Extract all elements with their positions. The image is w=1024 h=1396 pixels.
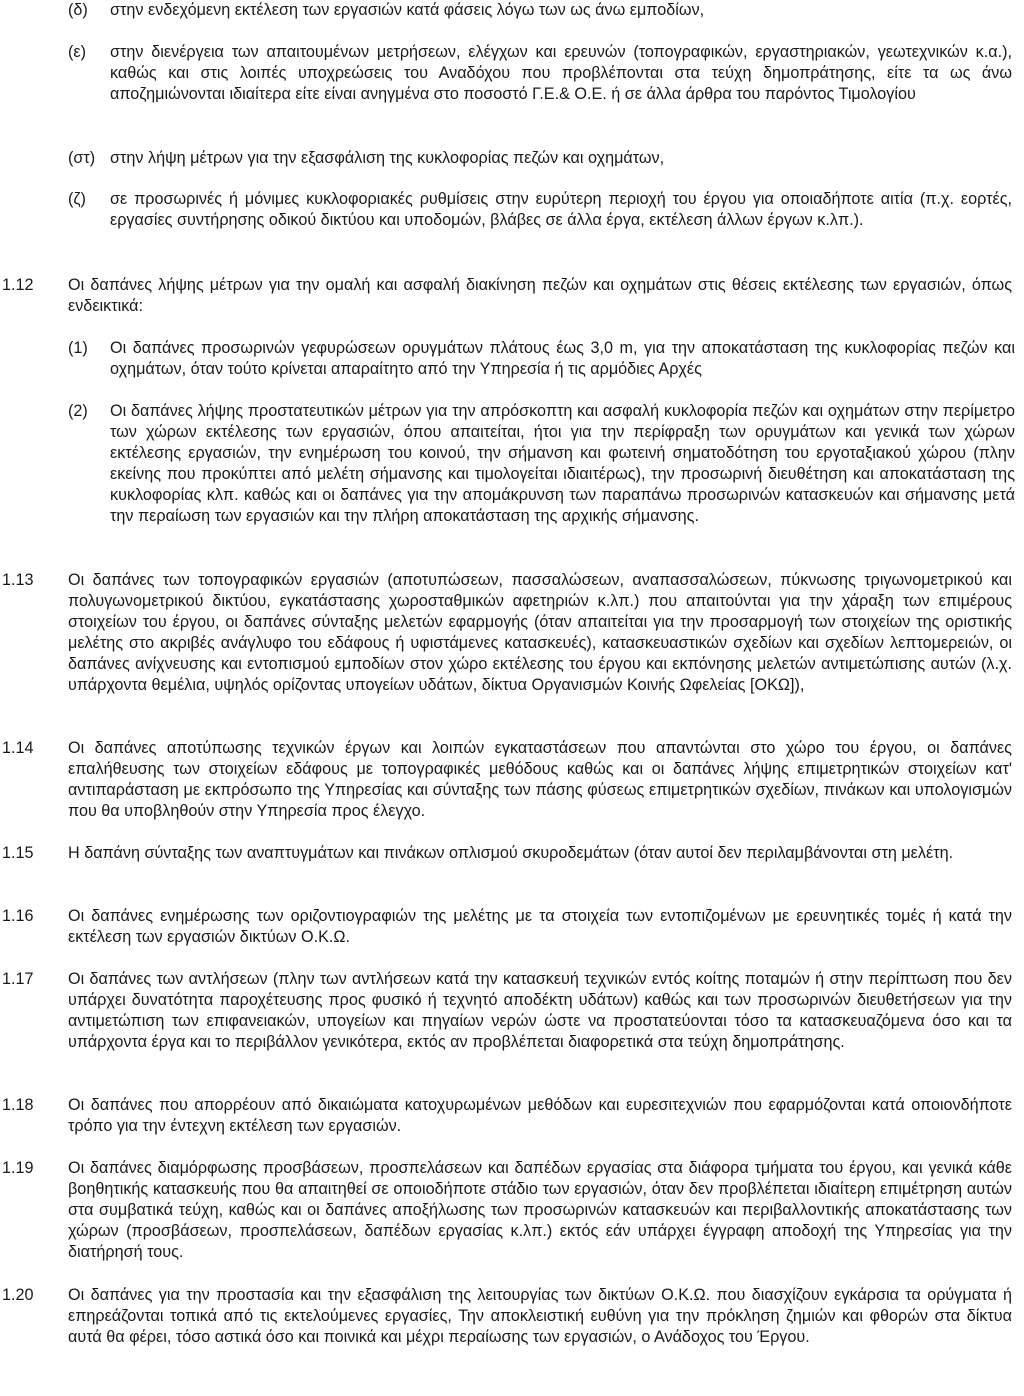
item-text: σε προσωρινές ή μόνιμες κυκλοφοριακές ρυθμίσεις στην ευρύτερη περιοχή του έργου για οποιαδήποτε αιτία (π.χ. εορτές, εργασίες συντήρησης οδικού δικτύου και υποδομών, βλάβες σε άλλα έργα, εκτέλεση άλλων έργων κ.λπ.). <box>110 190 1012 229</box>
section-number: 1.20 <box>2 1286 34 1304</box>
section-text: Οι δαπάνες αποτύπωσης τεχνικών έργων και λοιπών εγκαταστάσεων που απαντώνται στο χώρο του έργου, οι δαπάνες επαλήθευσης των στοιχείων εδάφους με τοπογραφικές μεθόδους καθώς και οι δαπάνες λήψης επιμετρητικών στοιχείων κατ' αντιπαράσταση με εκπρόσωπο της Υπηρεσίας και σύνταξης των πάσης φύσεως επιμετρητικών σχεδίων, πινάκων και υπολογισμών που θα υποβληθούν στην Υπηρεσία προς έλεγχο. <box>68 739 1012 820</box>
section-text: Οι δαπάνες για την προστασία και την εξασφάλιση της λειτουργίας των δικτύων Ο.Κ.Ω. που διασχίζουν εγκάρσια τα ορύγματα ή επηρεάζονται τοπικά από τις εκτελούμενες εργασίες, Την αποκλειστική ευθύνη για την πρόκληση ζημιών και φθορών στα δίκτυα αυτά θα φέρει, τόσο αστικά όσο και ποινικά και μέχρι περαίωσης των εργασιών, ο Ανάδοχος του Έργου. <box>68 1286 1012 1346</box>
section-text: Οι δαπάνες λήψης μέτρων για την ομαλή και ασφαλή διακίνηση πεζών και οχημάτων στις θέσεις εκτέλεσης των εργασιών, όπως ενδεικτικά: <box>68 276 1012 315</box>
item-text: στην ενδεχόμενη εκτέλεση των εργασιών κατά φάσεις λόγω των ως άνω εμποδίων, <box>110 1 705 19</box>
section-number: 1.18 <box>2 1096 34 1114</box>
section-number: 1.16 <box>2 907 34 925</box>
item-label: (δ) <box>68 1 88 19</box>
item-text: Οι δαπάνες λήψης προστατευτικών μέτρων για την απρόσκοπτη και ασφαλή κυκλοφορία πεζών και οχημάτων στην περίμετρο των χώρων εκτέλεσης των εργασιών, όπου απαιτείται, ήτοι για την περίφραξη των ορυγμάτων και γενικά των χώρων εκτέλεσης εργασιών, την ενημέρωση του κοινού, την σήμανση και φωτεινή σηματοδότηση του εργοταξιακού χώρου (πλην εκείνης που προκύπτει από μελέτη σήμανσης και τιμολογείται ιδιαιτέρως), την προσωρινή διευθέτηση και αποκατάσταση της κυκλοφορίας κλπ. καθώς και οι δαπάνες για την απομάκρυνση των παραπάνω προσωρινών κατασκευών και σήμανσης μετά την περαίωση των εργασιών και την πλήρη αποκατάσταση της αρχικής σήμανσης. <box>110 402 1015 525</box>
item-label: (2) <box>68 402 88 420</box>
section-text: Οι δαπάνες των αντλήσεων (πλην των αντλήσεων κατά την κατασκευή τεχνικών εντός κοίτης ποταμών ή στην περίπτωση που δεν υπάρχει δυνατότητα παροχέτευσης προς φυσικό ή τεχνητό αποδέκτη υδάτων) καθώς και των προσωρινών διευθετήσεων για την αντιμετώπιση των επιφανειακών, υπογείων και πηγαίων νερών ώστε να προστατεύονται τόσο τα κατασκευαζόμενα όσο και τα υπάρχοντα έργα και το περιβάλλον γενικότερα, εκτός αν προβλέπεται διαφορετικά στα τεύχη δημοπράτησης. <box>68 970 1012 1051</box>
section-text: Οι δαπάνες που απορρέουν από δικαιώματα κατοχυρωμένων μεθόδων και ευρεσιτεχνιών που εφαρμόζονται κατά οποιονδήποτε τρόπο για την έντεχνη εκτέλεση των εργασιών. <box>68 1096 1012 1135</box>
item-text: στην διενέργεια των απαιτουμένων μετρήσεων, ελέγχων και ερευνών (τοπογραφικών, εργαστηριακών, γεωτεχνικών κ.α.), καθώς και στις λοιπές υποχρεώσεις του Αναδόχου που προβλέπονται στα τεύχη δημοπράτησης, είτε τα ως άνω αποζημιώνονται ιδιαίτερα είτε είναι ανηγμένα στο ποσοστό Γ.Ε.& Ο.Ε. ή σε άλλα άρθρα του παρόντος Τιμολογίου <box>110 43 1012 103</box>
item-label: (1) <box>68 339 88 357</box>
section-text: Οι δαπάνες των τοπογραφικών εργασιών (αποτυπώσεων, πασσαλώσεων, αναπασσαλώσεων, πύκνωσης τριγωνομετρικού και πολυγωνομετρικού δικτύου, εγκατάστασης χωροσταθμικών αφετηριών κ.λπ.) που απαιτούνται για την χάραξη των επιμέρους στοιχείων του έργου, οι δαπάνες σύνταξης μελετών εφαρμογής (όταν απαιτείται για την προσαρμογή των στοιχείων της οριστικής μελέτης στο ακριβές ανάγλυφο του εδάφους ή υφιστάμενες κατασκευές), κατασκευαστικών σχεδίων και σχεδίων λεπτομερειών, οι δαπάνες ανίχνευσης και εντοπισμού εμποδίων στον χώρο εκτέλεσης του έργου και εκπόνησης μελετών αντιμετώπισης αυτών (λ.χ. υπάρχοντα θεμέλια, υψηλός ορίζοντας υπογείων υδάτων, δίκτυα Οργανισμών Κοινής Ωφελείας [ΟΚΩ]), <box>68 571 1012 694</box>
item-label: (ζ) <box>68 190 86 208</box>
section-text: Οι δαπάνες ενημέρωσης των οριζοντιογραφιών της μελέτης με τα στοιχεία των εντοπιζομένων με ερευνητικές τομές ή κατά την εκτέλεση των εργασιών δικτύων Ο.Κ.Ω. <box>68 907 1012 946</box>
item-label: (ε) <box>68 43 86 61</box>
section-number: 1.14 <box>2 739 34 757</box>
section-number: 1.17 <box>2 970 34 988</box>
item-text: στην λήψη μέτρων για την εξασφάλιση της κυκλοφορίας πεζών και οχημάτων, <box>110 149 665 167</box>
section-number: 1.19 <box>2 1159 34 1177</box>
item-text: Οι δαπάνες προσωρινών γεφυρώσεων ορυγμάτων πλάτους έως 3,0 m, για την αποκατάσταση της κυκλοφορίας πεζών και οχημάτων, όταν τούτο κρίνεται απαραίτητο από την Υπηρεσία ή τις αρμόδιες Αρχές <box>110 339 1015 378</box>
section-text: Οι δαπάνες διαμόρφωσης προσβάσεων, προσπελάσεων και δαπέδων εργασίας στα διάφορα τμήματα του έργου, και γενικά κάθε βοηθητικής κατασκευής που θα απαιτηθεί σε οποιοδήποτε στάδιο των εργασιών, όταν δεν προβλέπεται ιδιαίτερη επιμέτρηση αυτών στα συμβατικά τεύχη, καθώς και οι δαπάνες αποξήλωσης των προσωρινών κατασκευών και περιβαλλοντικής αποκατάστασης των χώρων (προσβάσεων, προσπελάσεων, δαπέδων εργασίας κ.λπ.) εκτός εάν υπάρχει έγγραφη αποδοχή της Υπηρεσίας για την διατήρησή τους. <box>68 1159 1012 1261</box>
section-number: 1.12 <box>2 276 34 294</box>
section-number: 1.15 <box>2 844 34 862</box>
section-text: Η δαπάνη σύνταξης των αναπτυγμάτων και πινάκων οπλισμού σκυροδεμάτων (όταν αυτοί δεν περιλαμβάνονται στη μελέτη. <box>68 844 954 862</box>
item-label: (στ) <box>68 149 96 167</box>
section-number: 1.13 <box>2 571 34 589</box>
